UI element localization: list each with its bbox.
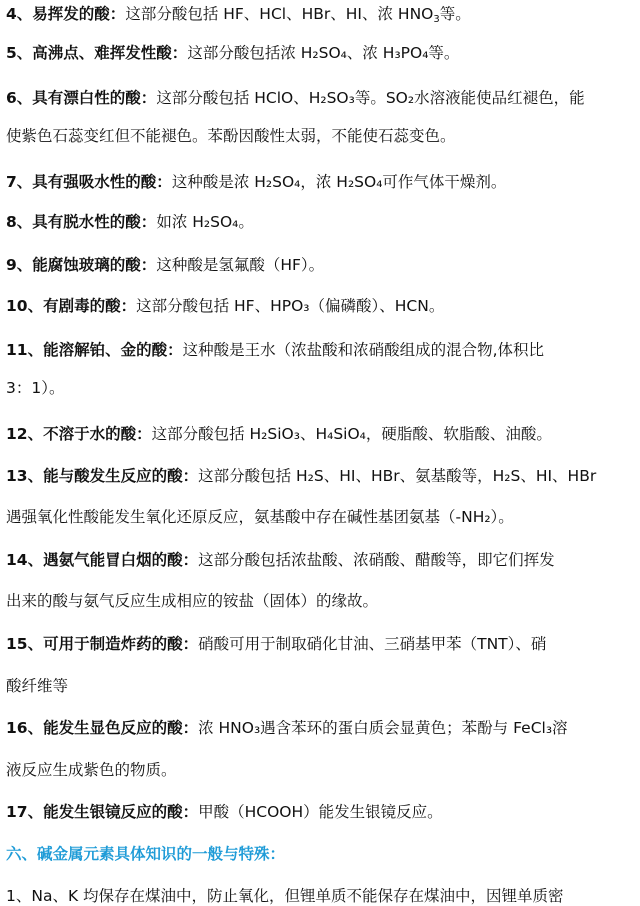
item-number: 9、 (6, 256, 33, 274)
item-9 (6, 255, 638, 275)
item-term: 能发生显色反应的酸： (43, 719, 199, 737)
item-15 (6, 634, 638, 654)
item-term: 有剧毒的酸： (43, 297, 137, 315)
item-11 (6, 340, 638, 360)
item-text-tail: 等。 (439, 5, 471, 23)
item-10 (6, 296, 638, 316)
item-16 (6, 718, 638, 738)
item-number: 6、 (6, 89, 33, 107)
item-number: 5、 (6, 44, 33, 62)
item-text: 这部分酸包括浓盐酸、浓硝酸、醋酸等，即它们挥发 (198, 551, 555, 569)
item-5 (6, 43, 638, 63)
item-15-continued (6, 676, 638, 696)
item-text: 这种酸是浓 H₂SO₄，浓 H₂SO₄可作气体干燥剂。 (171, 173, 507, 191)
item-number: 4、 (6, 5, 33, 23)
item-text-continued: 液反应生成紫色的物质。 (6, 761, 177, 779)
item-13 (6, 466, 638, 486)
item-12 (6, 424, 638, 444)
item-term: 不溶于水的酸： (43, 425, 152, 443)
item-6-continued (6, 126, 638, 146)
section-title: 六、碱金属元素具体知识的一般与特殊： (6, 845, 286, 863)
item-term: 能与酸发生反应的酸： (43, 467, 199, 485)
item-text: 这部分酸包括 H₂S、HI、HBr、氨基酸等，H₂S、HI、HBr (198, 467, 597, 485)
item-term: 遇氨气能冒白烟的酸： (43, 551, 199, 569)
item-text: 这部分酸包括浓 H₂SO₄、浓 H₃PO₄等。 (187, 44, 460, 62)
item-number: 17、 (6, 803, 44, 821)
item-text: 浓 HNO₃遇含苯环的蛋白质会显黄色；苯酚与 FeCl₃溶 (198, 719, 568, 737)
item-8 (6, 212, 638, 232)
item-text: 这种酸是氢氟酸（HF）。 (156, 256, 325, 274)
item-14-continued (6, 591, 638, 611)
item-text: 如浓 H₂SO₄。 (156, 213, 254, 231)
item-text: 这部分酸包括 HF、HCl、HBr、HI、浓 HNO (125, 5, 434, 23)
item-term: 可用于制造炸药的酸： (43, 635, 199, 653)
item-text: 甲酸（HCOOH）能发生银镜反应。 (198, 803, 443, 821)
item-number: 10、 (6, 297, 44, 315)
item-number: 7、 (6, 173, 33, 191)
item-13-continued (6, 507, 638, 527)
item-number: 15、 (6, 635, 44, 653)
item-number: 14、 (6, 551, 44, 569)
item-text: 这种酸是王水（浓盐酸和浓硝酸组成的混合物,体积比 (182, 341, 545, 359)
item-text-continued: 出来的酸与氨气反应生成相应的铵盐（固体）的缘故。 (6, 592, 379, 610)
item-number: 8、 (6, 213, 33, 231)
item-number: 16、 (6, 719, 44, 737)
item-text: 这部分酸包括 HF、HPO₃（偏磷酸）、HCN。 (136, 297, 445, 315)
last-line: 1、Na、K 均保存在煤油中，防止氧化，但锂单质不能保存在煤油中，因锂单质密 (6, 887, 564, 905)
item-text-continued: 酸纤维等 (6, 677, 69, 695)
item-term: 具有漂白性的酸： (32, 89, 157, 107)
item-17 (6, 802, 638, 822)
item-term: 具有强吸水性的酸： (32, 173, 172, 191)
item-text-continued: 使紫色石蕊变红但不能褪色。苯酚因酸性太弱，不能使石蕊变色。 (6, 127, 456, 145)
item-term: 能溶解铂、金的酸： (43, 341, 183, 359)
item-number: 11、 (6, 341, 44, 359)
item-term: 易挥发的酸： (32, 5, 126, 23)
item-text: 这部分酸包括 H₂SiO₃、H₄SiO₄，硬脂酸、软脂酸、油酸。 (151, 425, 552, 443)
item-term: 能发生银镜反应的酸： (43, 803, 199, 821)
item-14 (6, 550, 638, 570)
item-term: 能腐蚀玻璃的酸： (32, 256, 157, 274)
item-term: 具有脱水性的酸： (32, 213, 157, 231)
subscript: 3 (433, 14, 440, 24)
item-text: 这部分酸包括 HClO、H₂SO₃等。SO₂水溶液能使品红褪色，能 (156, 89, 585, 107)
item-11-continued (6, 378, 638, 398)
item-term: 高沸点、难挥发性酸： (32, 44, 188, 62)
item-6 (6, 88, 638, 108)
item-4 (6, 4, 638, 24)
item-16-continued (6, 760, 638, 780)
item-7 (6, 172, 638, 192)
item-text: 硝酸可用于制取硝化甘油、三硝基甲苯（TNT）、硝 (198, 635, 547, 653)
item-text-continued: 3：1）。 (6, 379, 65, 397)
item-number: 12、 (6, 425, 44, 443)
item-number: 13、 (6, 467, 44, 485)
item-text-continued: 遇强氧化性酸能发生氧化还原反应，氨基酸中存在碱性基团氨基（-NH₂）。 (6, 508, 514, 526)
